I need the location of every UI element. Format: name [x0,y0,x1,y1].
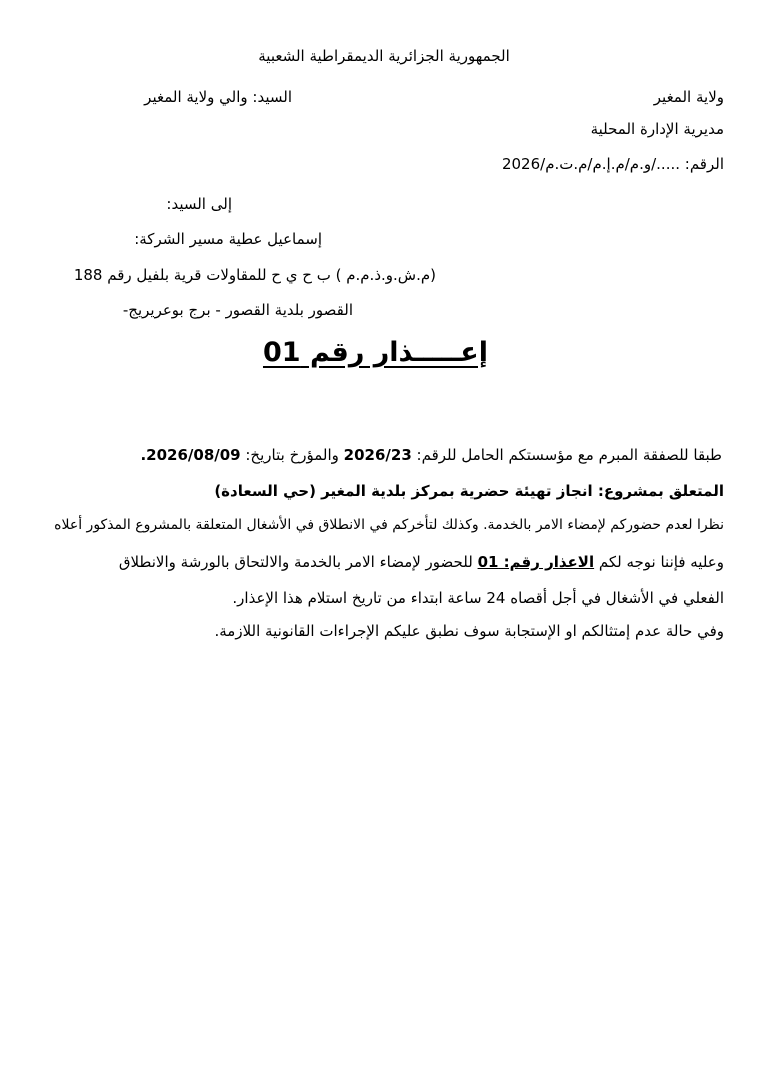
subject-line [214,482,724,500]
wilaya-label: ولاية المغير [653,88,724,106]
notice-line [119,553,724,571]
directorate-label: مديرية الإدارة المحلية [590,120,724,138]
republic-heading: الجمهورية الجزائرية الديمقراطية الشعبية [258,47,510,65]
subject-text: انجاز تهيئة حضرية بمركز بلدية المغير (حي السعادة) [214,482,593,500]
notice-line-rest: للحضور لإمضاء الامر بالخدمة والالتحاق بالورشة والانطلاق [118,553,478,571]
warning-line: وفي حالة عدم إمتثالكم او الإستجابة سوف نطبق عليكم الإجراءات القانونية اللازمة. [214,622,724,640]
notice-number: الاعذار رقم: 01 [477,553,595,571]
contract-date: 2026/08/09. [140,446,241,464]
reason-line: نظرا لعدم حضوركم لإمضاء الامر بالخدمة. وكذلك لتأخركم في الانطلاق في الأشغال المتعلقة بالمشروع المذكور أعلاه [54,517,724,533]
deadline-line: الفعلي في الأشغال في أجل أقصاه 24 ساعة ابتداء من تاريخ استلام هذا الإعذار. [232,589,724,607]
contract-line [140,446,722,464]
contract-line-mid: والمؤرخ بتاريخ: [240,446,344,464]
contract-line-prefix: طبقا للصفقة المبرم مع مؤسستكم الحامل للرقم: [411,446,722,464]
document-title: إعـــــذار رقم 01 [262,337,488,368]
wali-label: السيد: والي ولاية المغير [144,88,292,106]
recipient-to: إلى السيد: [166,195,232,213]
notice-line-prefix: وعليه فإننا نوجه لكم [594,553,724,571]
contract-number: 2026/23 [343,446,412,464]
recipient-company: (م.ش.و.ذ.م.م ) ب ح ي ح للمقاولات قرية بلفيل رقم 188 [73,266,436,284]
recipient-name: إسماعيل عطية مسير الشركة: [134,230,322,248]
reference-number: الرقم: ...../و.م/م.إ.م/م.ت.م/2026 [501,155,724,173]
subject-prefix: المتعلق بمشروع: [592,482,724,500]
recipient-address: القصور بلدية القصور - برج بوعريريج- [122,301,353,319]
